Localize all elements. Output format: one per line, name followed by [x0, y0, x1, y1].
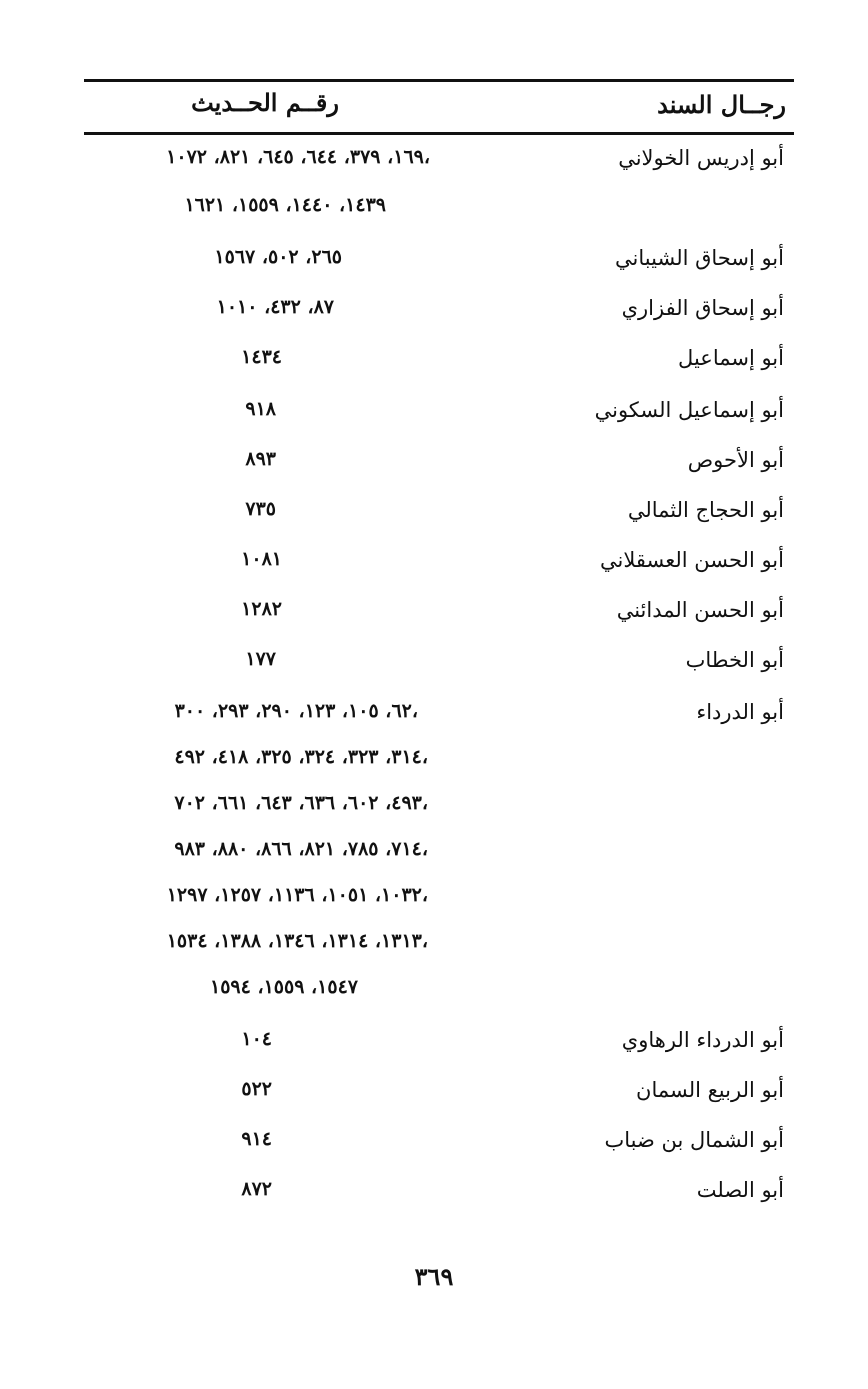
- hadith-numbers: ١٠٣٢، ١٠٥١، ١١٣٦، ١٢٥٧، ١٢٩٧،: [166, 884, 428, 906]
- hadith-numbers: ٣١٤، ٣٢٣، ٣٢٤، ٣٢٥، ٤١٨، ٤٩٢،: [174, 746, 428, 768]
- narrator-name: أبو الصلت: [696, 1178, 784, 1202]
- narrator-name: أبو الحسن العسقلاني: [600, 548, 784, 572]
- narrator-row: [84, 140, 794, 180]
- narrator-row-continuation: [84, 924, 794, 964]
- narrator-row-continuation: [84, 740, 794, 780]
- hadith-numbers: ٩١٤: [241, 1128, 272, 1150]
- hadith-numbers: ١٢٨٢: [241, 598, 282, 620]
- narrator-row: [84, 1172, 794, 1212]
- narrator-name: أبو الحجاج الثمالي: [627, 498, 784, 522]
- narrator-name: أبو الحسن المدائني: [616, 598, 784, 622]
- hadith-numbers: ٨٧٢: [241, 1178, 272, 1200]
- narrator-row: [84, 442, 794, 482]
- header-top-rule: [84, 79, 794, 82]
- narrator-name: أبو الأحوص: [687, 448, 784, 472]
- narrator-name: أبو الشمال بن ضباب: [604, 1128, 784, 1152]
- hadith-numbers: ١٦٩، ٣٧٩، ٦٤٤، ٦٤٥، ٨٢١، ١٠٧٢،: [166, 146, 430, 168]
- hadith-numbers: ٤٩٣، ٦٠٢، ٦٣٦، ٦٤٣، ٦٦١، ٧٠٢،: [174, 792, 428, 814]
- header-bottom-rule: [84, 132, 794, 135]
- hadith-numbers: ٩١٨: [245, 398, 276, 420]
- hadith-numbers: ١٣١٣، ١٣١٤، ١٣٤٦، ١٣٨٨، ١٥٣٤،: [166, 930, 428, 952]
- narrator-name: أبو إسحاق الفزاري: [621, 296, 784, 320]
- hadith-numbers: ١٥٤٧، ١٥٥٩، ١٥٩٤: [210, 976, 358, 998]
- header-narrators: رجــال السند: [657, 90, 786, 119]
- narrator-name: أبو الربيع السمان: [636, 1078, 784, 1102]
- hadith-numbers: ١٠٨١: [241, 548, 282, 570]
- hadith-numbers: ٧١٤، ٧٨٥، ٨٢١، ٨٦٦، ٨٨٠، ٩٨٣،: [174, 838, 428, 860]
- hadith-numbers: ١٤٣٤: [241, 346, 282, 368]
- narrator-row: [84, 240, 794, 280]
- narrator-row: [84, 592, 794, 632]
- hadith-numbers: ١٧٧: [245, 648, 276, 670]
- narrator-name: أبو إسحاق الشيباني: [615, 246, 784, 270]
- narrator-name: أبو إدريس الخولاني: [618, 146, 784, 170]
- hadith-numbers: ٨٧، ٤٣٢، ١٠١٠: [216, 296, 334, 318]
- header-hadith-number: رقــم الحــديث: [191, 88, 339, 117]
- narrator-name: أبو الدرداء: [696, 700, 784, 724]
- narrator-row-continuation: [84, 970, 794, 1010]
- narrator-row: [84, 340, 794, 380]
- hadith-numbers: ٦٢، ١٠٥، ١٢٣، ٢٩٠، ٢٩٣، ٣٠٠،: [174, 700, 418, 722]
- narrator-row: [84, 290, 794, 330]
- narrator-row-continuation: [84, 878, 794, 918]
- narrator-name: أبو إسماعيل السكوني: [594, 398, 784, 422]
- narrator-row-continuation: [84, 786, 794, 826]
- narrator-row: [84, 1022, 794, 1062]
- hadith-numbers: ١٠٤: [241, 1028, 272, 1050]
- narrator-row: [84, 642, 794, 682]
- narrator-row-continuation: [84, 832, 794, 872]
- narrator-row-continuation: [84, 188, 794, 228]
- hadith-numbers: ٨٩٣: [245, 448, 276, 470]
- narrator-name: أبو الدرداء الرهاوي: [621, 1028, 784, 1052]
- narrator-name: أبو إسماعيل: [678, 346, 784, 370]
- hadith-numbers: ١٤٣٩، ١٤٤٠، ١٥٥٩، ١٦٢١: [184, 194, 386, 216]
- narrator-row: [84, 694, 794, 734]
- narrator-row: [84, 1122, 794, 1162]
- hadith-numbers: ٧٣٥: [245, 498, 276, 520]
- narrator-name: أبو الخطاب: [685, 648, 784, 672]
- narrator-row: [84, 1072, 794, 1112]
- narrator-row: [84, 542, 794, 582]
- narrator-row: [84, 392, 794, 432]
- narrator-row: [84, 492, 794, 532]
- hadith-numbers: ٢٦٥، ٥٠٢، ١٥٦٧: [214, 246, 342, 268]
- page-number: ٣٦٩: [414, 1262, 454, 1291]
- hadith-numbers: ٥٢٢: [241, 1078, 272, 1100]
